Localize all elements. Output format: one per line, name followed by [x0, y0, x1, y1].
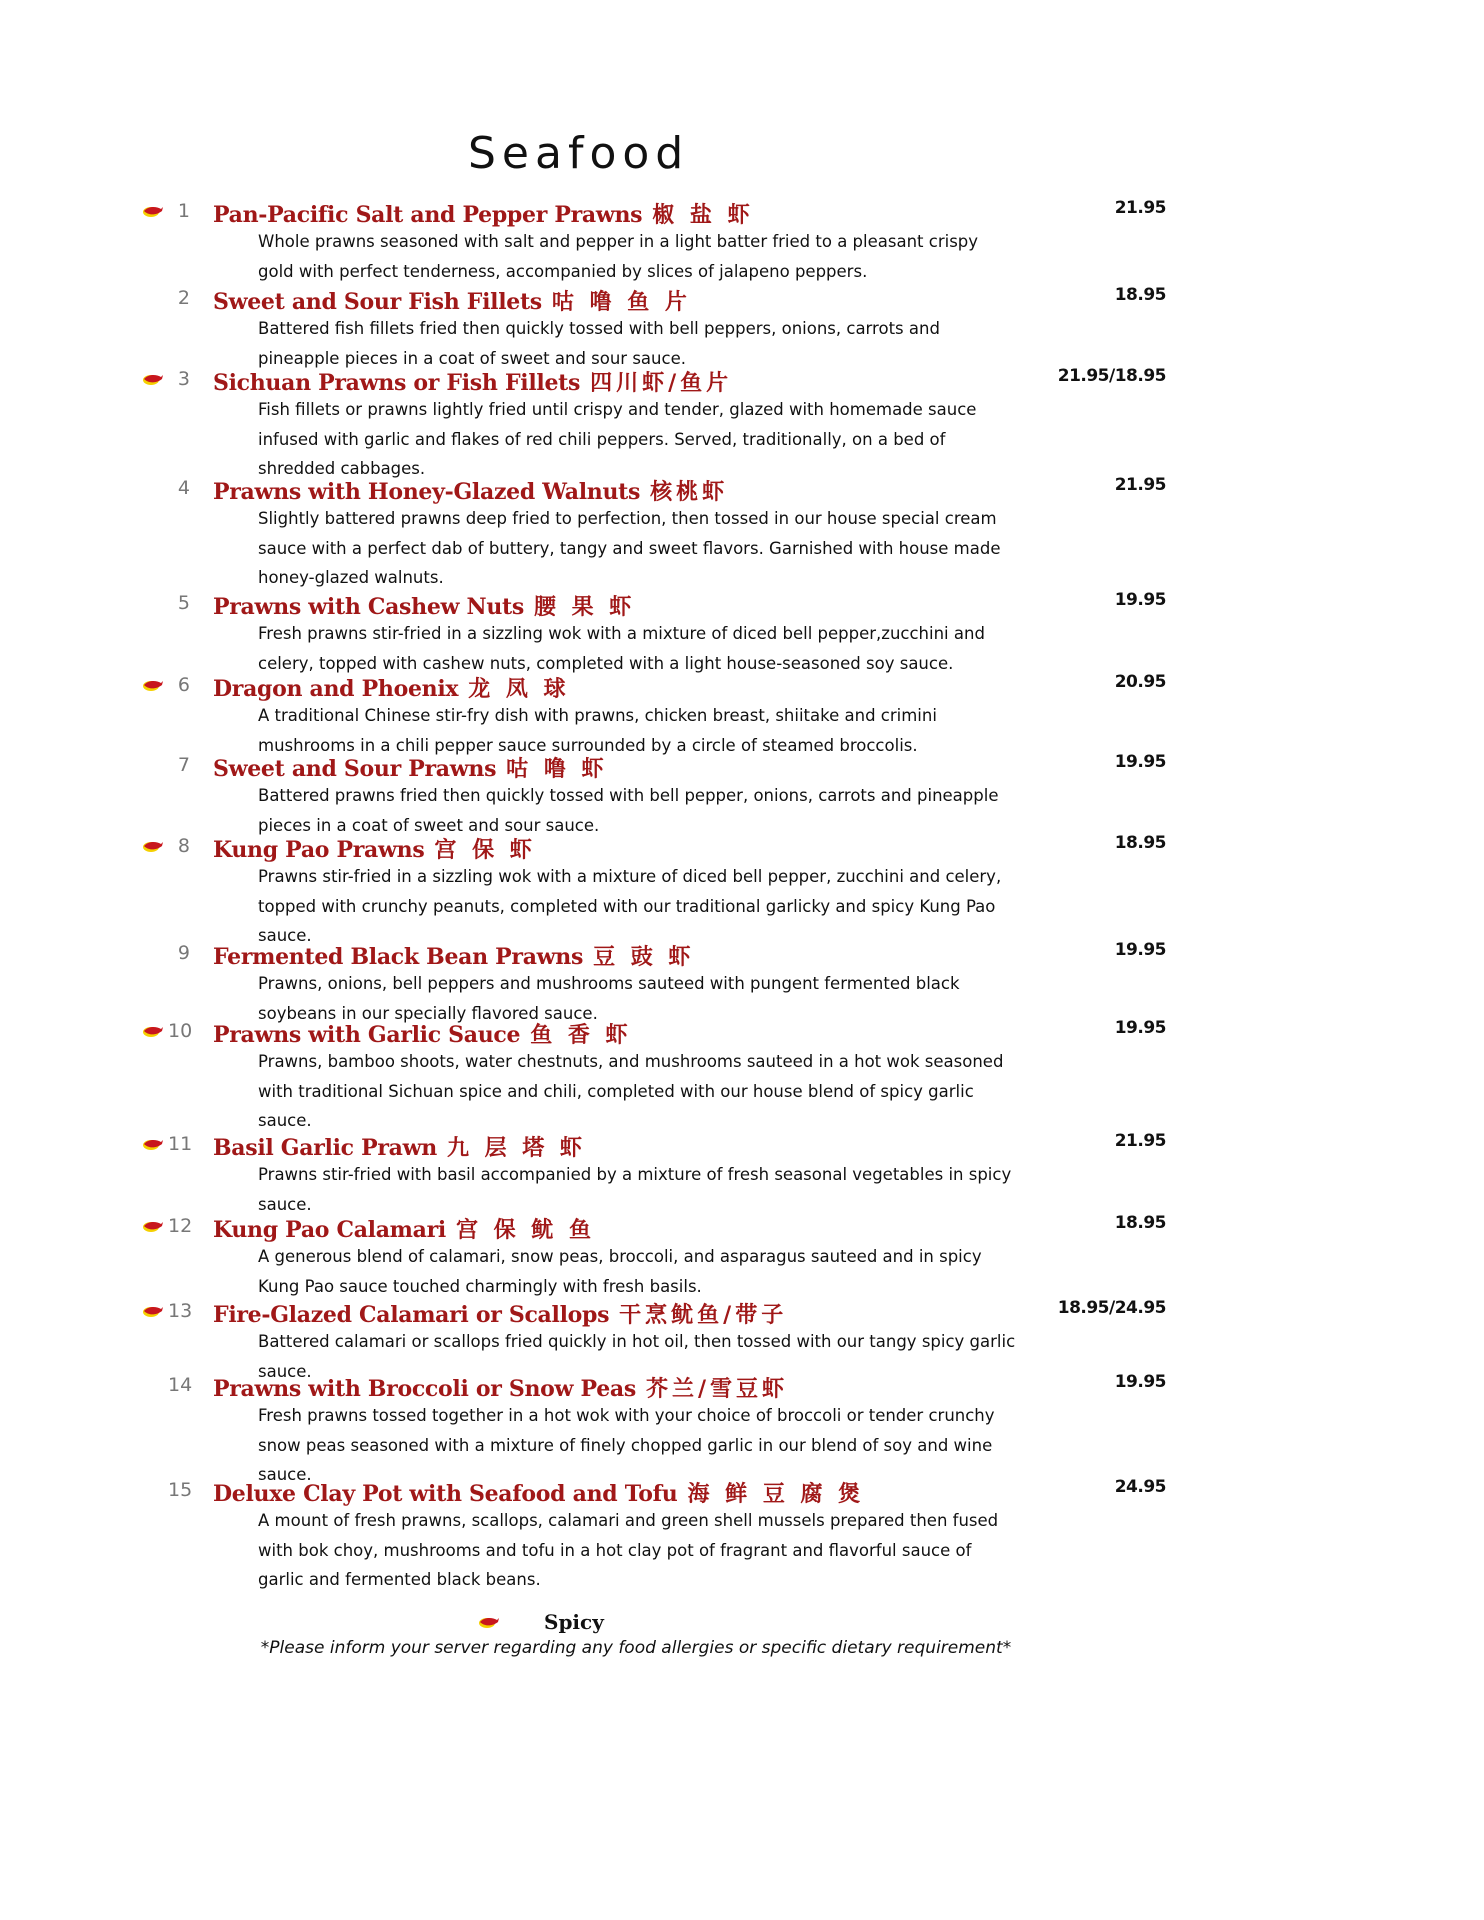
- item-name: [213, 752, 607, 783]
- chili-pepper-icon: [142, 371, 164, 387]
- chili-pepper-icon: [142, 1023, 164, 1039]
- item-name-chinese: 核桃虾: [650, 479, 729, 505]
- item-description: Prawns stir-fried with basil accompanied by a mixture of fresh seasonal vegetables in spicy sauce.: [258, 1165, 1012, 1214]
- item-description: Battered fish fillets fried then quickly tossed with bell peppers, onions, carrots and pineapple pieces in a coat of sweet and sour sauce.: [258, 319, 940, 368]
- item-name-english: Prawns with Garlic Sauce: [213, 1022, 521, 1048]
- item-name-chinese: 干烹鱿鱼/带子: [619, 1302, 788, 1328]
- item-price: 19.95: [1114, 752, 1166, 772]
- item-name-chinese: 咕 噜 鱼 片: [551, 289, 691, 315]
- chili-pepper-icon: [142, 677, 164, 693]
- item-number: 7: [177, 754, 190, 776]
- item-number: 12: [168, 1215, 193, 1237]
- item-name: [213, 475, 728, 506]
- item-name: [213, 285, 691, 316]
- item-number: 1: [177, 200, 190, 222]
- item-name-english: Kung Pao Prawns: [213, 837, 425, 863]
- item-price: 18.95: [1114, 285, 1166, 305]
- item-price: 19.95: [1114, 1372, 1166, 1392]
- item-name-chinese: 鱼 香 虾: [530, 1022, 632, 1048]
- item-name-chinese: 宫 保 鱿 鱼: [455, 1217, 595, 1243]
- item-description: A traditional Chinese stir-fry dish with prawns, chicken breast, shiitake and crimini mushrooms in a chili pepper sauce surrounded by a circle of steamed broccolis.: [258, 706, 937, 755]
- item-name-chinese: 豆 豉 虾: [593, 944, 695, 970]
- item-description: Prawns, onions, bell peppers and mushrooms sauteed with pungent fermented black soybeans in our specially flavored sauce.: [258, 974, 960, 1023]
- item-price: 21.95: [1114, 1131, 1166, 1151]
- item-name-chinese: 海 鲜 豆 腐 煲: [687, 1481, 865, 1507]
- item-name-english: Fermented Black Bean Prawns: [213, 944, 584, 970]
- item-price: 18.95: [1114, 833, 1166, 853]
- item-name-english: Sweet and Sour Fish Fillets: [213, 289, 542, 315]
- item-name-english: Basil Garlic Prawn: [213, 1135, 437, 1161]
- item-price: 21.95: [1114, 198, 1166, 218]
- item-price: 19.95: [1114, 590, 1166, 610]
- chili-pepper-icon: [142, 838, 164, 854]
- item-name: [213, 1131, 586, 1162]
- item-number: 4: [177, 477, 190, 499]
- chili-pepper-icon: [142, 203, 164, 219]
- item-price: 19.95: [1114, 1018, 1166, 1038]
- item-number: 2: [177, 287, 190, 309]
- item-name: [213, 590, 635, 621]
- page-title: Seafood: [468, 128, 690, 179]
- item-description: A generous blend of calamari, snow peas, broccoli, and asparagus sauteed and in spicy Kung Pao sauce touched charmingly with fresh basils.: [258, 1247, 982, 1296]
- item-name-english: Dragon and Phoenix: [213, 676, 459, 702]
- item-name-chinese: 宫 保 虾: [434, 837, 536, 863]
- item-number: 14: [168, 1374, 193, 1396]
- item-name-chinese: 芥兰/雪豆虾: [645, 1376, 788, 1402]
- item-price: 21.95: [1114, 475, 1166, 495]
- item-price: 19.95: [1114, 940, 1166, 960]
- item-name-english: Pan-Pacific Salt and Pepper Prawns: [213, 202, 643, 228]
- item-name: [213, 1477, 864, 1508]
- item-name-english: Deluxe Clay Pot with Seafood and Tofu: [213, 1481, 678, 1507]
- item-name-english: Prawns with Broccoli or Snow Peas: [213, 1376, 636, 1402]
- item-price: 21.95/18.95: [1057, 366, 1166, 386]
- item-description: Slightly battered prawns deep fried to perfection, then tossed in our house special cream sauce with a perfect dab of buttery, tangy and sweet flavors. Garnished with house made honey-glazed walnuts.: [258, 509, 1001, 587]
- item-name-chinese: 龙 凤 球: [468, 676, 570, 702]
- chili-pepper-icon: [478, 1614, 500, 1630]
- item-price: 18.95/24.95: [1057, 1298, 1166, 1318]
- item-name-english: Sichuan Prawns or Fish Fillets: [213, 370, 581, 396]
- item-name-chinese: 九 层 塔 虾: [446, 1135, 586, 1161]
- item-number: 11: [168, 1133, 193, 1155]
- item-description: Whole prawns seasoned with salt and pepper in a light batter fried to a pleasant crispy gold with perfect tenderness, accompanied by slices of jalapeno peppers.: [258, 232, 979, 281]
- item-name-english: Prawns with Honey-Glazed Walnuts: [213, 479, 641, 505]
- item-number: 10: [168, 1020, 193, 1042]
- item-name-english: Fire-Glazed Calamari or Scallops: [213, 1302, 610, 1328]
- chili-pepper-icon: [142, 1303, 164, 1319]
- item-name-english: Kung Pao Calamari: [213, 1217, 446, 1243]
- item-name-chinese: 四川虾/鱼片: [590, 370, 733, 396]
- item-name: [213, 940, 694, 971]
- item-number: 8: [177, 835, 190, 857]
- chili-pepper-icon: [142, 1218, 164, 1234]
- item-description: Battered calamari or scallops fried quickly in hot oil, then tossed with our tangy spicy garlic sauce.: [258, 1332, 1016, 1381]
- item-name: [213, 1298, 787, 1329]
- item-number: 13: [168, 1300, 193, 1322]
- item-number: 6: [177, 674, 190, 696]
- item-name-chinese: 椒 盐 虾: [652, 202, 754, 228]
- item-name-english: Prawns with Cashew Nuts: [213, 594, 524, 620]
- item-number: 5: [177, 592, 190, 614]
- item-name: [213, 198, 754, 229]
- item-description: Fish fillets or prawns lightly fried until crispy and tender, glazed with homemade sauce infused with garlic and flakes of red chili peppers. Served, traditionally, on a bed of shredded cabbages.: [258, 400, 977, 478]
- item-name-chinese: 咕 噜 虾: [506, 756, 608, 782]
- item-price: 24.95: [1114, 1477, 1166, 1497]
- spicy-legend-label: Spicy: [544, 1610, 604, 1634]
- item-name: [213, 1018, 632, 1049]
- item-name: [213, 833, 536, 864]
- chili-pepper-icon: [142, 1136, 164, 1152]
- item-description: Fresh prawns stir-fried in a sizzling wok with a mixture of diced bell pepper,zucchini and celery, topped with cashew nuts, completed with a light house-seasoned soy sauce.: [258, 624, 985, 673]
- allergy-footnote: *Please inform your server regarding any food allergies or specific dietary requirement*: [260, 1638, 1012, 1658]
- item-description: Fresh prawns tossed together in a hot wok with your choice of broccoli or tender crunchy snow peas seasoned with a mixture of finely chopped garlic in our blend of soy and wine sauce.: [258, 1406, 995, 1484]
- item-number: 9: [177, 942, 190, 964]
- item-description: Prawns, bamboo shoots, water chestnuts, and mushrooms sauteed in a hot wok seasoned with traditional Sichuan spice and chili, completed with our house blend of spicy garlic sauce.: [258, 1052, 1004, 1130]
- item-description: Prawns stir-fried in a sizzling wok with a mixture of diced bell pepper, zucchini and celery, topped with crunchy peanuts, completed with our traditional garlicky and spicy Kung Pao sauce.: [258, 867, 1002, 945]
- item-price: 20.95: [1114, 672, 1166, 692]
- item-description: A mount of fresh prawns, scallops, calamari and green shell mussels prepared then fused with bok choy, mushrooms and tofu in a hot clay pot of fragrant and flavorful sauce of garlic and fermented black beans.: [258, 1511, 999, 1589]
- item-number: 15: [168, 1479, 193, 1501]
- item-description: Battered prawns fried then quickly tossed with bell pepper, onions, carrots and pineapple pieces in a coat of sweet and sour sauce.: [258, 786, 999, 835]
- item-name-english: Sweet and Sour Prawns: [213, 756, 497, 782]
- item-name: [213, 366, 732, 397]
- item-name: [213, 1213, 595, 1244]
- item-name: [213, 672, 570, 703]
- item-name: [213, 1372, 788, 1403]
- item-number: 3: [177, 368, 190, 390]
- item-name-chinese: 腰 果 虾: [533, 594, 636, 620]
- item-price: 18.95: [1114, 1213, 1166, 1233]
